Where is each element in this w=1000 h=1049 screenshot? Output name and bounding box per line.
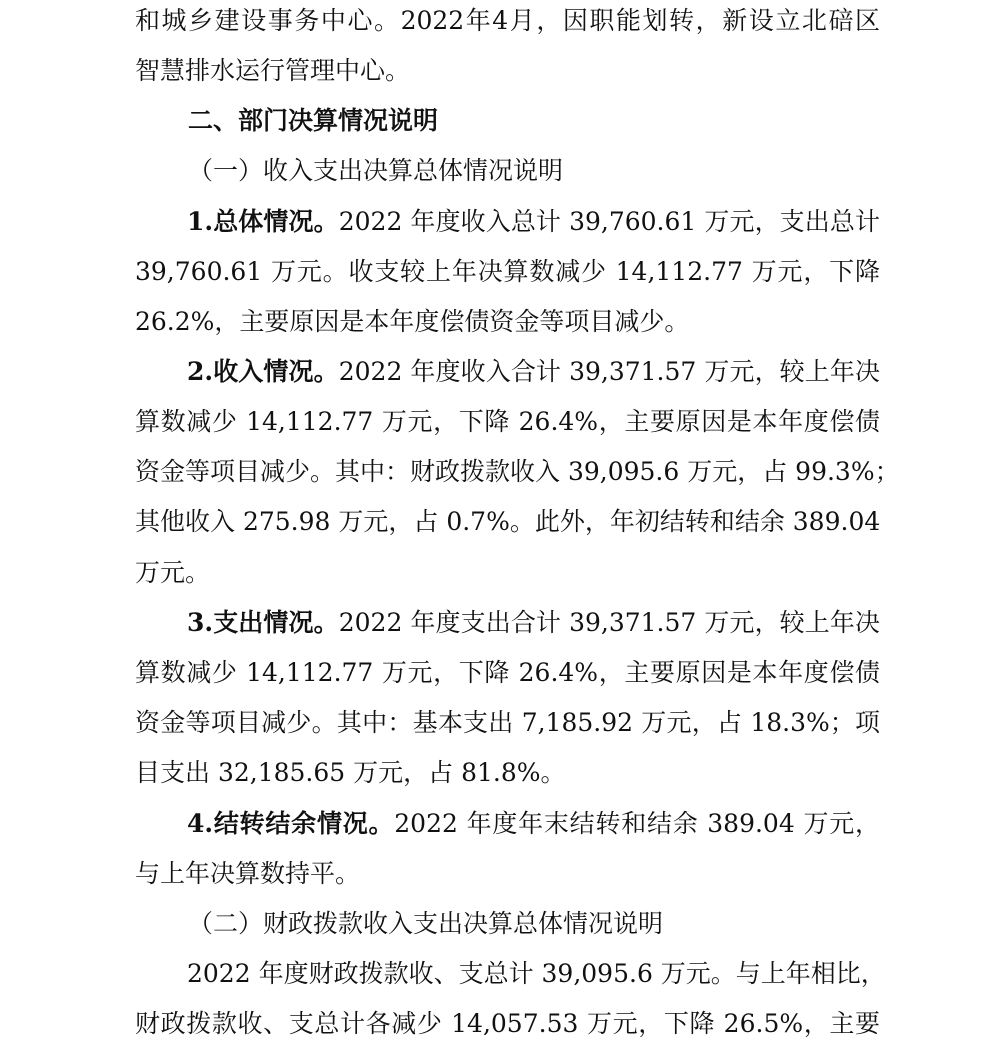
total-paragraph-line-2: 39,760.61 万元。收支较上年决算数减少 14,112.77 万元，下降 (135, 257, 880, 286)
total-lead: 1.总体情况。 (187, 207, 339, 236)
total-text-1: 2022 年度收入总计 39,760.61 万元，支出总计 (338, 207, 880, 236)
fiscal-paragraph-line-2: 财政拨款收、支总计各减少 14,057.53 万元，下降 26.5%，主要 (135, 1009, 880, 1038)
subsection-1-heading: （一）收入支出决算总体情况说明 (188, 156, 564, 185)
income-paragraph-line-4: 其他收入 275.98 万元，占 0.7%。此外，年初结转和结余 389.04 (135, 507, 881, 536)
expense-paragraph-line-2: 算数减少 14,112.77 万元，下降 26.4%，主要原因是本年度偿债 (135, 658, 880, 687)
balance-paragraph-line-1 (187, 799, 880, 849)
expense-paragraph-line-3: 资金等项目减少。其中：基本支出 7,185.92 万元，占 18.3%；项 (135, 708, 880, 737)
balance-text-1: 2022 年度年末结转和结余 389.04 万元， (394, 809, 880, 838)
expense-lead: 3.支出情况。 (187, 608, 339, 637)
expense-paragraph-line-1 (187, 598, 880, 648)
income-paragraph-line-3: 资金等项目减少。其中：财政拨款收入 39,095.6 万元，占 99.3%； (135, 457, 900, 486)
balance-lead: 4.结转结余情况。 (187, 809, 395, 838)
balance-paragraph-line-2: 与上年决算数持平。 (135, 859, 361, 888)
subsection-2-heading: （二）财政拨款收入支出决算总体情况说明 (188, 909, 664, 938)
total-paragraph-line-3: 26.2%，主要原因是本年度偿债资金等项目减少。 (135, 307, 690, 336)
income-paragraph-line-5: 万元。 (135, 558, 211, 587)
intro-line-2: 智慧排水运行管理中心。 (135, 56, 411, 85)
income-text-1: 2022 年度收入合计 39,371.57 万元，较上年决 (338, 357, 880, 386)
intro-line-1: 和城乡建设事务中心。2022年4月，因职能划转，新设立北碚区 (135, 6, 880, 35)
expense-text-1: 2022 年度支出合计 39,371.57 万元，较上年决 (338, 608, 880, 637)
income-paragraph-line-1 (187, 347, 880, 397)
total-paragraph-line-1 (187, 197, 880, 247)
income-lead: 2.收入情况。 (187, 357, 339, 386)
section-2-heading: 二、部门决算情况说明 (188, 106, 439, 135)
expense-paragraph-line-4: 目支出 32,185.65 万元，占 81.8%。 (135, 758, 566, 787)
fiscal-paragraph-line-1: 2022 年度财政拨款收、支总计 39,095.6 万元。与上年相比， (187, 959, 886, 988)
income-paragraph-line-2: 算数减少 14,112.77 万元，下降 26.4%，主要原因是本年度偿债 (135, 407, 880, 436)
